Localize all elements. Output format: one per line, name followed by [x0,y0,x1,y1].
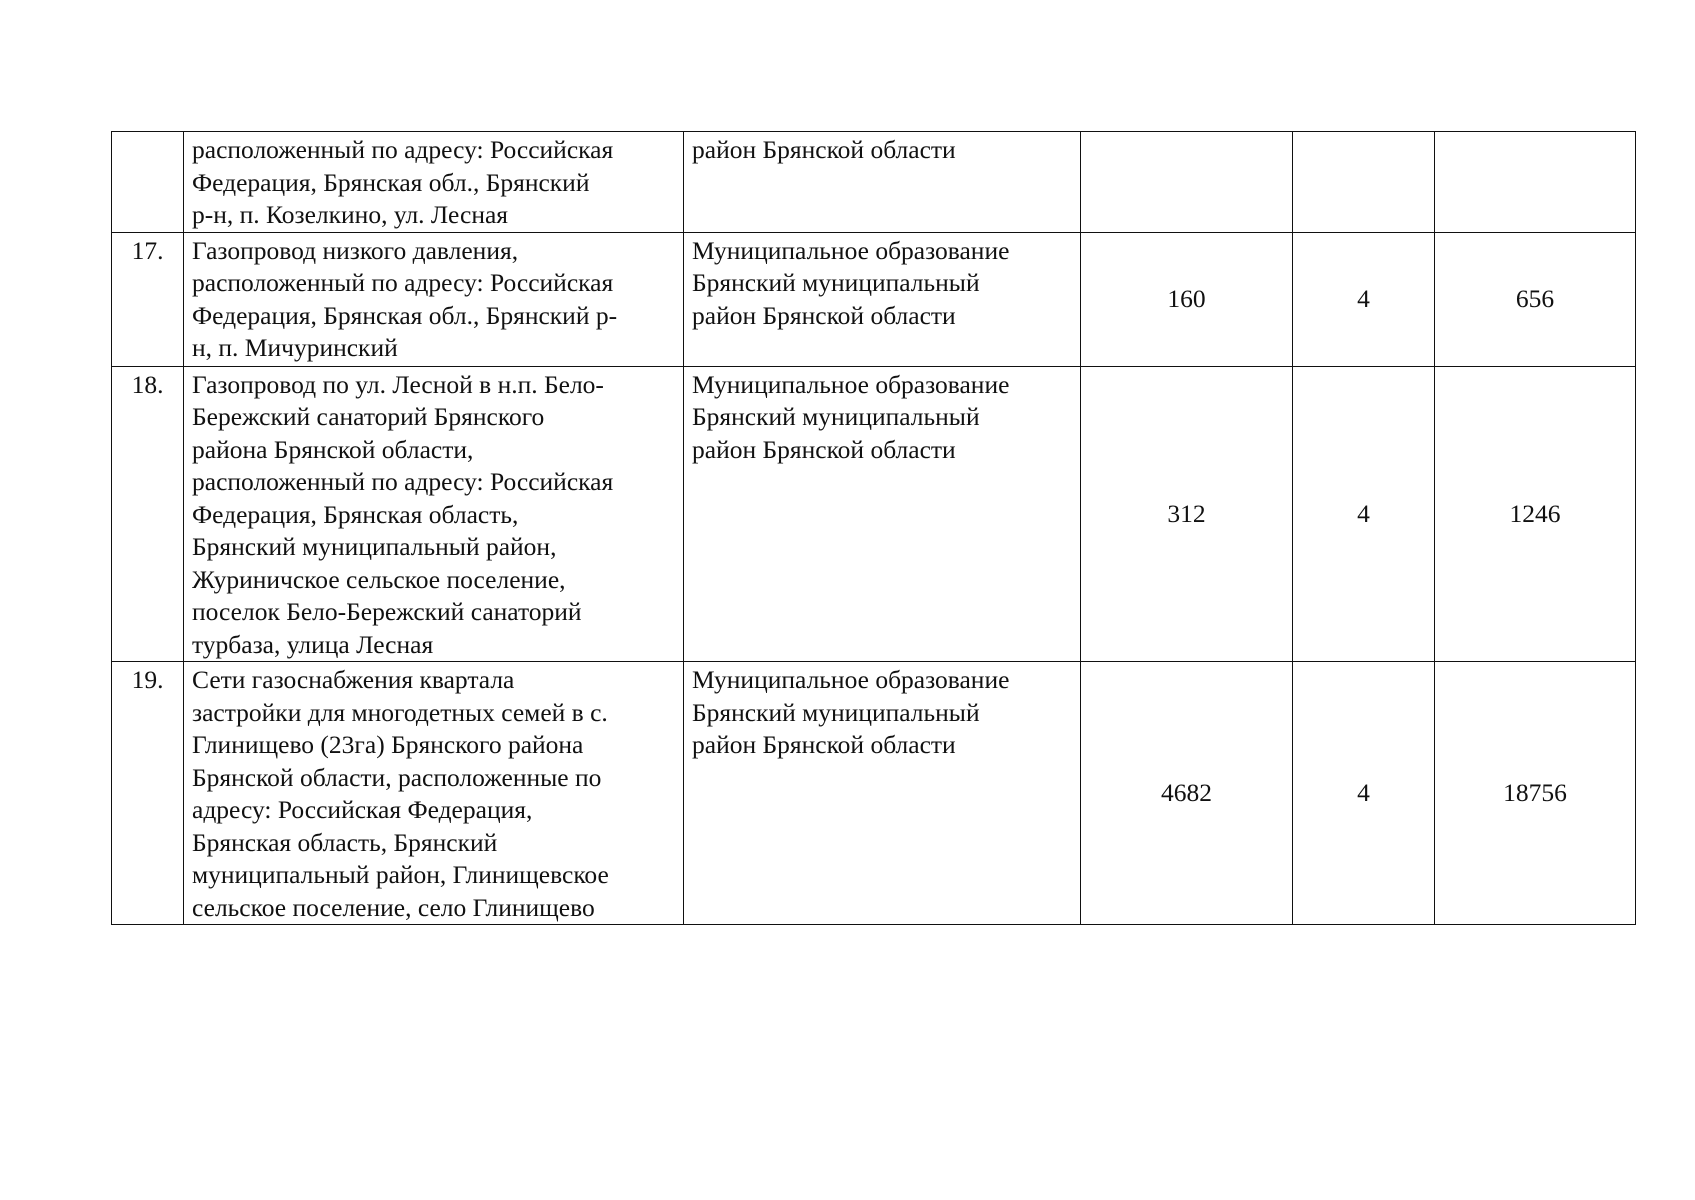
total-cell: 656 [1435,232,1636,366]
row-number-cell: 19. [112,662,184,925]
object-name-cell: Газопровод низкого давления, расположенный по адресу: Российская Федерация, Брянская обл., Брянский р- н, п. Мичуринский [184,232,684,366]
count-cell [1293,132,1435,233]
gas-pipeline-table [111,131,1636,925]
owner-cell: Муниципальное образование Брянский муниципальный район Брянской области [684,232,1081,366]
length-cell: 160 [1081,232,1293,366]
count-cell: 4 [1293,232,1435,366]
table-row-continuation [112,132,1636,233]
total-cell [1435,132,1636,233]
object-name-cell: расположенный по адресу: Российская Федерация, Брянская обл., Брянский р-н, п. Козелкино, ул. Лесная [184,132,684,233]
row-number-cell: 17. [112,232,184,366]
table-row [112,662,1636,925]
count-cell: 4 [1293,366,1435,662]
row-number-cell: 18. [112,366,184,662]
length-cell: 312 [1081,366,1293,662]
owner-cell: Муниципальное образование Брянский муниципальный район Брянской области [684,366,1081,662]
length-cell: 4682 [1081,662,1293,925]
owner-cell: район Брянской области [684,132,1081,233]
count-cell: 4 [1293,662,1435,925]
total-cell: 1246 [1435,366,1636,662]
table-row [112,232,1636,366]
object-name-cell: Газопровод по ул. Лесной в н.п. Бело- Бережский санаторий Брянского района Брянской области, расположенный по адресу: Российская Федерация, Брянская область, Брянский муниципальный район, Журиничское сельское поселение, поселок Бело-Бережский санаторий турбаза, улица Лесная [184,366,684,662]
length-cell [1081,132,1293,233]
total-cell: 18756 [1435,662,1636,925]
table-row [112,366,1636,662]
object-name-cell: Сети газоснабжения квартала застройки для многодетных семей в с. Глинищево (23га) Брянского района Брянской области, расположенные по адресу: Российская Федерация, Брянская область, Брянский муниципальный район, Глинищевское сельское поселение, село Глинищево [184,662,684,925]
owner-cell: Муниципальное образование Брянский муниципальный район Брянской области [684,662,1081,925]
row-number-cell [112,132,184,233]
